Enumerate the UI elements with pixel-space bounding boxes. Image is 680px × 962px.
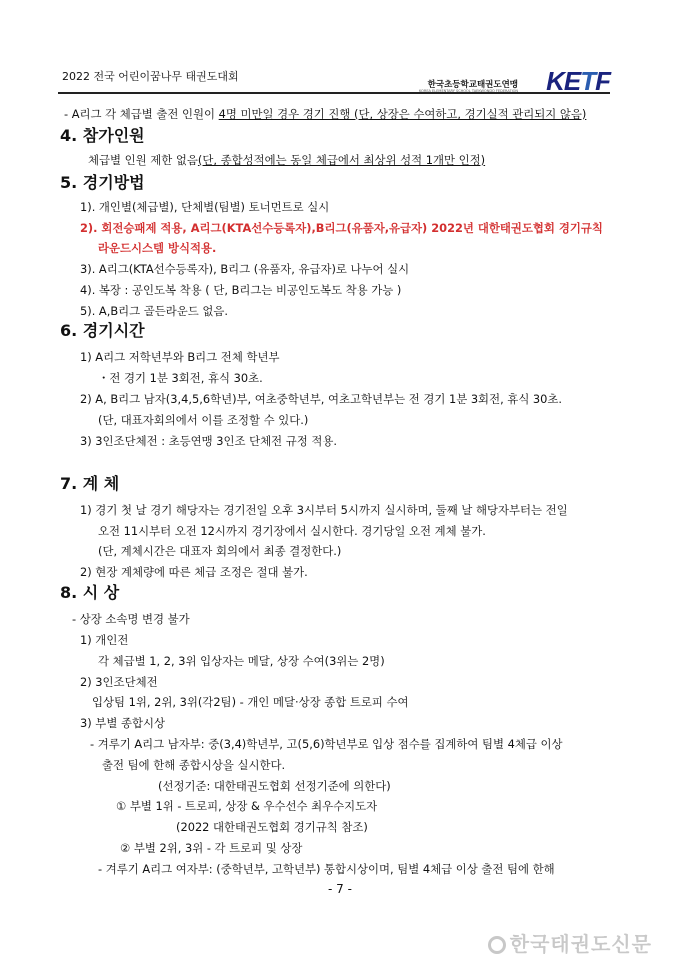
watermark-logo-icon [488,936,506,954]
page-header [58,52,610,94]
awards-item-2-detail: 입상팀 1위, 2위, 3위(각2팀) - 개인 메달·상장 종합 트로피 수여 [92,695,409,709]
section-heading-weighin: 7. 계 체 [60,474,120,493]
section-heading-awards: 8. 시 상 [60,583,120,602]
method-item-5: 5). A,B리그 골든라운드 없음. [80,304,229,318]
awards-note: - 상장 소속명 변경 불가 [72,612,190,626]
weighin-item-1-note: (단, 계체시간은 대표자 회의에서 최종 결정한다.) [98,544,342,558]
awards-boys-cont: 출전 팀에 한해 종합시상을 실시한다. [102,758,286,772]
method-item-2: 2). 회전승패제 적용, A리그(KTA선수등록자),B리그(유품자,유급자) 2022년 대한태권도협회 경기규칙 [80,221,603,235]
participants-text: 체급별 인원 제한 없음(단, 종합성적에는 동일 체급에서 최상위 성적 1개만 인정) [88,153,486,167]
weighin-item-1: 1) 경기 첫 날 경기 해당자는 경기전일 오후 3시부터 5시까지 실시하며, 둘째 날 해당자부터는 전일 [80,503,568,517]
awards-boys: - 겨루기 A리그 남자부: 중(3,4)학년부, 고(5,6)학년부로 입상 점수를 집계하여 팀별 4체급 이상 [90,737,563,751]
time-item-2-note: (단, 대표자회의에서 이를 조정할 수 있다.) [98,413,309,427]
section-heading-time: 6. 경기시간 [60,321,145,340]
awards-girls: - 겨루기 A리그 여자부: (중학년부, 고학년부) 통합시상이며, 팀별 4체급 이상 출전 팀에 한해 [98,862,555,876]
awards-item-1: 1) 개인전 [80,633,129,647]
rule-note: - A리그 각 체급별 출전 인원이 4명 미만일 경우 경기 진행 (단, 상장은 수여하고, 경기실적 관리되지 않음) [64,107,587,121]
header-org-subtitle: KOREA ELEMENTARY SCHOOL TAEKWONDO FEDERATION [419,89,518,93]
header-org-name: 한국초등학교태권도연맹 [427,80,518,90]
ketf-logo: KETF [546,66,610,96]
time-item-1-detail: ・전 경기 1분 3회전, 휴식 30초. [98,371,263,385]
awards-item-3: 3) 부별 종합시상 [80,716,165,730]
section-heading-method: 5. 경기방법 [60,173,145,192]
awards-item-1-detail: 각 체급별 1, 2, 3위 입상자는 메달, 상장 수여(3위는 2명) [98,654,385,668]
method-item-3: 3). A리그(KTA선수등록자), B리그 (유품자, 유급자)로 나누어 실시 [80,262,410,276]
header-title: 2022 전국 어린이꿈나무 태권도대회 [62,70,239,83]
awards-item-2: 2) 3인조단체전 [80,675,158,689]
time-item-1: 1) A리그 저학년부와 B리그 전체 학년부 [80,350,280,364]
awards-rank-1-note: (2022 대한태권도협회 경기규칙 참조) [176,820,368,834]
time-item-3: 3) 3인조단체전 : 초등연맹 3인조 단체전 규정 적용. [80,434,338,448]
awards-criteria: (선정기준: 대한태권도협회 선정기준에 의한다) [158,779,391,793]
time-item-2: 2) A, B리그 남자(3,4,5,6학년)부, 여초중학년부, 여초고학년부는 전 경기 1분 3회전, 휴식 30초. [80,392,563,406]
method-item-2-cont: 라운드시스템 방식적용. [98,241,217,255]
method-item-4: 4). 복장 : 공인도복 착용 ( 단, B리그는 비공인도복도 착용 가능 ) [80,283,402,297]
awards-rank-1: ① 부별 1위 - 트로피, 상장 & 우수선수 최우수지도자 [116,799,378,813]
page-number: - 7 - [328,882,352,896]
newspaper-watermark: 한국태권도신문 [488,928,652,957]
weighin-item-2: 2) 현장 계체량에 따른 체급 조정은 절대 불가. [80,565,308,579]
method-item-1: 1). 개인별(체급별), 단체별(팀별) 토너먼트로 실시 [80,200,330,214]
awards-rank-2-3: ② 부별 2위, 3위 - 각 트로피 및 상장 [120,841,303,855]
weighin-item-1-cont: 오전 11시부터 오전 12시까지 경기장에서 실시한다. 경기당일 오전 계체 불가. [98,524,486,538]
section-heading-participants: 4. 참가인원 [60,126,145,145]
